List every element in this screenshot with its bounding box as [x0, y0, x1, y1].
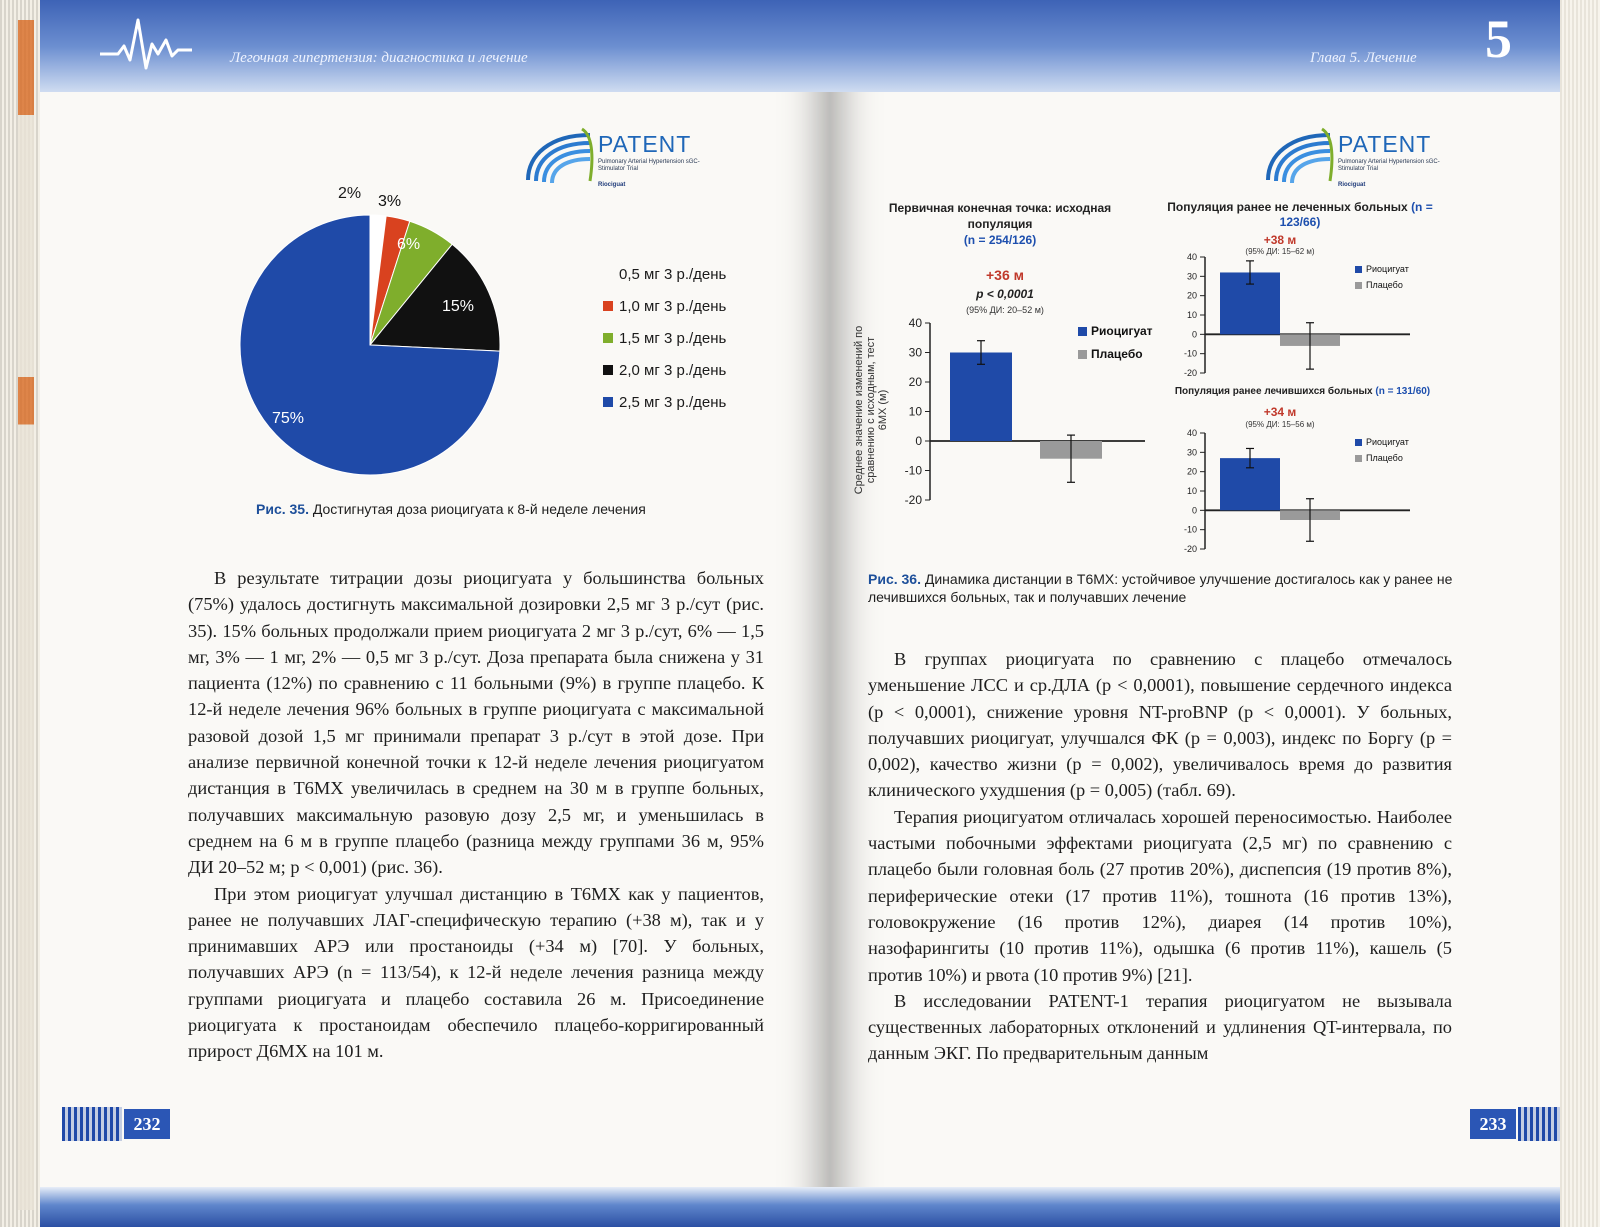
y-tick-label: 30 [908, 345, 922, 360]
patent-logo [1260, 125, 1450, 197]
legend-label: Плацебо [1091, 347, 1143, 361]
y-tick-label: -10 [904, 463, 922, 478]
y-tick-label: 30 [1186, 271, 1197, 282]
y-tick-label: 40 [1186, 252, 1197, 262]
right-page [830, 0, 1560, 1227]
bar-chart-main-svg [860, 195, 1180, 525]
footer-band [830, 1187, 1560, 1227]
bookmark-ribbon [18, 20, 34, 1210]
pie-label-2: 2% [338, 185, 362, 202]
heartbeat-icon [100, 16, 192, 74]
y-tick-label: -20 [1183, 368, 1197, 378]
patent-logo-drug: Riociguat [1338, 182, 1366, 188]
figure-36-caption [868, 570, 1458, 606]
left-body-text [188, 565, 764, 1065]
page-number-right: 233 [1470, 1109, 1516, 1139]
chart-title-text: Первичная конечная точка: исходная популяция [888, 201, 1112, 231]
legend-swatch [603, 397, 613, 407]
paragraph: В исследовании PATENT-1 терапия риоцигуатом не вызывала существенных лабораторных отклонений и удлинения QT-интервала, по данным ЭКГ. По предварительным данным [868, 990, 1452, 1064]
chart-p-value: p < 0,0001 [976, 287, 1034, 301]
legend-label: Риоцигуат [1366, 264, 1409, 274]
legend-swatch [1078, 327, 1087, 336]
y-tick-label: 30 [1186, 447, 1197, 458]
legend-item [603, 386, 726, 418]
chart-title-text: Популяция ранее лечившихся больных [1174, 386, 1373, 397]
pie-label-3: 3% [378, 193, 402, 210]
bar-chart-naive-svg [1165, 195, 1445, 380]
legend-item [603, 258, 726, 290]
chart-difference: +38 м [1263, 233, 1297, 247]
legend-label: 2,0 мг 3 р./день [619, 361, 727, 379]
dose-pie-chart [230, 205, 510, 485]
figure-35-caption [256, 500, 776, 518]
patent-logo-drug: Riociguat [598, 182, 626, 188]
legend-label: 1,5 мг 3 р./день [619, 329, 727, 347]
running-head-left: Легочная гипертензия: диагностика и лечение [230, 50, 528, 66]
bar-riociguat [950, 353, 1012, 442]
y-tick-label: -10 [1183, 348, 1197, 359]
legend-swatch [603, 333, 613, 343]
y-tick-label: 10 [908, 404, 922, 419]
legend-label: Плацебо [1366, 280, 1403, 290]
paragraph: В результате титрации дозы риоцигуата у большинства больных (75%) удалось достигнуть максимальной дозировки 2,5 мг 3 р./сут (рис. 35). 15% больных продолжали прием риоцигуата 2 мг 3 р./сут, 6% — 1,5 мг, 3% — 1 мг, 2% — 0,5 мг 3 р./сут. Доза препарата была снижена у 31 пациента (12%) по сравнению с 11 больными (9%) в группе плацебо. К 12-й неделе лечения 96% больных в группе риоцигуата с максимальной разовой дозой 1,5 мг принимали препарат 3 р./сут в этой дозе. При анализе первичной конечной точки к 12-й неделе лечения риоцигуатом дистанция в Т6МХ увеличилась в среднем на 30 м в группе больных, получавших максимальную разовую дозу 2,5 мг, и уменьшилась в среднем на 6 м в группе плацебо (разница между группами 36 м, 95% ДИ 20–52 м; p < 0,001) (рис. 36). [188, 568, 764, 878]
paragraph: Терапия риоцигуатом отличалась хорошей переносимостью. Наиболее частыми побочными эффектами риоцигуата (2,5 мг) по сравнению с плацебо были головная боль (27 против 20%), диспепсия (19 против 8%), периферические отеки (17 против 11%), тошнота (16 против 13%), головокружение (16 против 12%), диарея (14 против 10%), назофарингиты (10 против 11%), одышка (6 против 11%), кашель (5 против 10%) и рвота (10 против 9%) [21]. [868, 806, 1452, 985]
chart-ci: (95% ДИ: 15–62 м) [1245, 247, 1315, 256]
page-number-decoration [1518, 1107, 1560, 1141]
y-tick-label: 20 [1186, 290, 1197, 301]
bar-chart-pretreated [1165, 385, 1445, 570]
y-tick-label: -20 [1183, 544, 1197, 554]
pie-label-6: 6% [397, 236, 421, 253]
chart-difference: +34 м [1263, 405, 1297, 419]
page-number-left: 232 [124, 1109, 170, 1139]
legend-item [603, 290, 726, 322]
y-tick-label: -20 [904, 493, 922, 507]
legend-swatch [1355, 282, 1362, 289]
chart-ci: (95% ДИ: 20–52 м) [966, 305, 1044, 315]
figure-36-caption-prefix: Рис. 36. [868, 571, 921, 587]
legend-label: Риоцигуат [1366, 437, 1409, 447]
y-tick-label: 40 [908, 316, 922, 330]
pie-svg [230, 205, 510, 485]
legend-swatch [1355, 439, 1362, 446]
chart-difference: +36 м [986, 267, 1024, 283]
page-number-decoration [62, 1107, 122, 1141]
figure-36-caption-text: Динамика дистанции в Т6МХ: устойчивое улучшение достигалось как у ранее не лечившихся больных, так и получавших лечение [868, 571, 1453, 605]
chart-n: (n = 254/126) [963, 233, 1037, 247]
patent-logo-word: PATENT [1338, 131, 1432, 157]
legend-item [603, 354, 726, 386]
bar-chart-main [853, 195, 1180, 525]
paragraph: При этом риоцигуат улучшал дистанцию в Т6МХ как у пациентов, ранее не получавших ЛАГ-специфическую терапию (+38 м), так и у принимавших АРЭ или простаноиды (+34 м) [70]. У больных, получавших АРЭ (n = 113/54), к 12-й неделе лечения разница между группами риоцигуата и плацебо составила 26 м. Присоединение риоцигуата к простаноидам обеспечило плацебо-корригированный прирост Д6МХ на 101 м. [188, 883, 764, 1062]
y-tick-label: 20 [908, 375, 922, 389]
chapter-number: 5 [1485, 9, 1512, 69]
patent-logo [520, 125, 710, 197]
y-tick-label: 0 [1191, 505, 1197, 516]
patent-logo-subtitle: Pulmonary Arterial Hypertension sGC-Stimulator Trial [598, 159, 700, 172]
y-tick-label: 0 [915, 434, 922, 448]
y-tick-label: -10 [1183, 524, 1197, 535]
bar-chart-naive [1165, 195, 1445, 380]
patent-logo-subtitle: Pulmonary Arterial Hypertension sGC-Stimulator Trial [1338, 159, 1440, 172]
book-page-edges-left [0, 0, 40, 1227]
patent-logo-word: PATENT [598, 131, 692, 157]
legend-label: 1,0 мг 3 р./день [619, 297, 727, 315]
pie-label-15: 15% [442, 298, 475, 315]
legend-item [603, 322, 726, 354]
y-tick-label: 20 [1186, 466, 1197, 477]
y-tick-label: 10 [1186, 486, 1197, 496]
legend-swatch [1355, 266, 1362, 273]
patent-logo-arcs [1260, 125, 1340, 195]
y-tick-label: 0 [1191, 329, 1197, 340]
bar-chart-pretreated-svg [1165, 385, 1445, 570]
right-body-text [868, 646, 1452, 1067]
y-axis-label: Среднее значение изменений по сравнению с исходным, тест 6МХ (м) [853, 325, 889, 495]
paragraph: В группах риоцигуата по сравнению с плацебо отмечалось уменьшение ЛСС и ср.ДЛА (p < 0,0001), повышение сердечного индекса (p < 0,0001), снижение уровня NT-proBNP (p < 0,0001). У больных, получавших риоцигуат, улучшался ФК (p = 0,003), индекс по Боргу (p = 0,002), качество жизни (p = 0,002), увеличивалось время до развития клинического ухудшения (p = 0,005) (табл. 69). [868, 649, 1452, 801]
chart-title-text: Популяция ранее не леченных больных [1167, 200, 1408, 214]
legend-label: 2,5 мг 3 р./день [619, 393, 727, 411]
legend-swatch [603, 365, 613, 375]
header-band [830, 0, 1560, 92]
chart-n: (n = 131/60) [1375, 386, 1431, 397]
pie-label-75: 75% [272, 410, 305, 427]
legend-label: Плацебо [1366, 453, 1403, 463]
patent-logo-arcs [520, 125, 600, 195]
left-page [40, 0, 830, 1227]
chart-ci: (95% ДИ: 15–56 м) [1245, 420, 1315, 429]
y-tick-label: 10 [1186, 310, 1197, 320]
legend-swatch [603, 301, 613, 311]
legend-swatch [1078, 350, 1087, 359]
chart-n: (n = 123/66) [1279, 200, 1433, 229]
running-head-right: Глава 5. Лечение [1310, 50, 1417, 66]
book-page-edges-right [1560, 0, 1600, 1227]
figure-35-caption-text: Достигнутая доза риоцигуата к 8-й неделе лечения [312, 501, 646, 517]
footer-band [40, 1187, 830, 1227]
pie-legend [603, 258, 726, 418]
figure-35-caption-prefix: Рис. 35. [256, 501, 309, 517]
legend-label: 0,5 мг 3 р./день [619, 265, 727, 283]
y-tick-label: 40 [1186, 428, 1197, 438]
legend-swatch [1355, 455, 1362, 462]
legend-label: Риоцигуат [1091, 324, 1153, 338]
